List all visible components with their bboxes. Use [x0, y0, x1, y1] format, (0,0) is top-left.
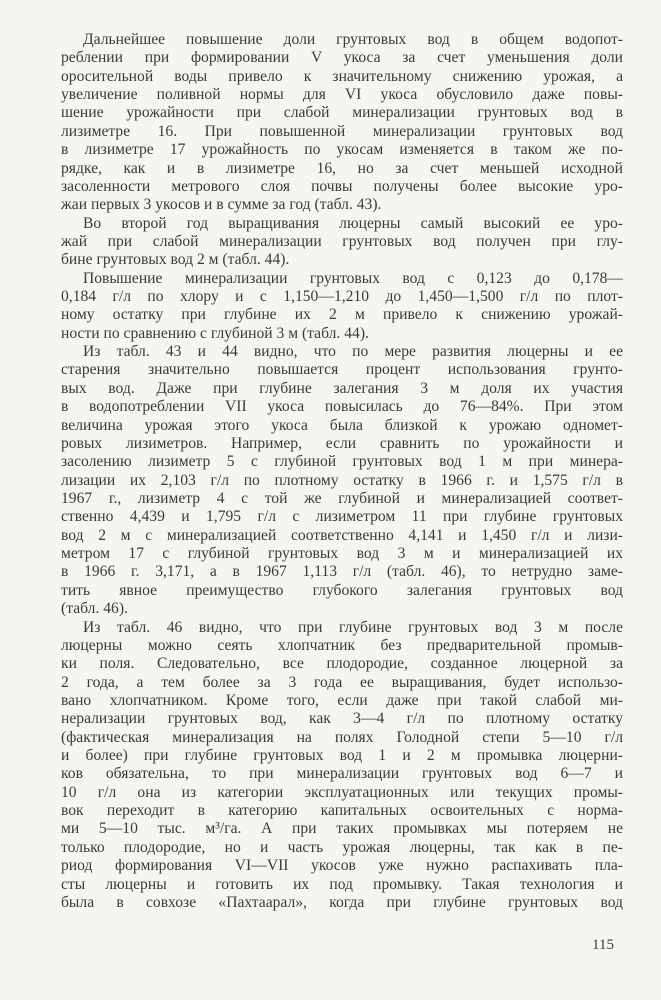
- text-line: жай при слабой минерализации грунтовых вод получен при глу-: [61, 232, 623, 250]
- text-line: нерализации грунтовых вод, как 3—4 г/л по плотному остатку: [61, 710, 623, 728]
- text-line: вых вод. Даже при глубине залегания 3 м доля их участия: [61, 379, 623, 397]
- text-line: увеличение поливной нормы для VI укоса обусловило даже повы-: [61, 86, 623, 104]
- text-line: 2 года, а тем более за 3 года ее выращивания, будет использо-: [61, 673, 623, 691]
- text-line: 1967 г., лизиметр 4 с той же глубиной и минерализацией соответ-: [61, 489, 623, 507]
- text-line: лизации их 2,103 г/л по плотному остатку в 1966 г. и 1,575 г/л в: [61, 471, 623, 489]
- text-line: в 1966 г. 3,171, а в 1967 1,113 г/л (табл. 46), то нетрудно заме-: [61, 563, 623, 581]
- text-line: бине грунтовых вод 2 м (табл. 44).: [61, 251, 290, 269]
- text-line: старения значительно повышается процент использования грунто-: [61, 361, 623, 379]
- text-line: 0,184 г/л по хлору и с 1,150—1,210 до 1,450—1,500 г/л по плот-: [61, 288, 623, 306]
- text-line: метром 17 с глубиной грунтовых вод 3 м и минерализацией их: [61, 545, 623, 563]
- page-number: 115: [592, 937, 614, 953]
- text-line: ровых лизиметров. Например, если сравнить по урожайности и: [61, 434, 623, 452]
- text-line: реблении при формировании V укоса за счет уменьшения доли: [61, 49, 623, 67]
- text-line: риод формирования VI—VII укосов уже нужно распахивать пла-: [61, 857, 623, 875]
- text-line: и более) при глубине грунтовых вод 1 и 2 м промывка люцерни-: [61, 747, 623, 765]
- text-line: ному остатку при глубине их 2 м привело к снижению урожай-: [61, 306, 623, 324]
- text-line: вод 2 м с минерализацией соответственно 4,141 и 1,450 г/л и лизи-: [61, 526, 623, 544]
- text-line: жаи первых 3 укосов и в сумме за год (табл. 43).: [61, 196, 382, 214]
- text-line: оросительной воды привело к значительному снижению урожая, а: [61, 67, 623, 85]
- text-line: была в совхозе «Пахтаарал», когда при глубине грунтовых вод: [61, 893, 623, 911]
- text-line: ственно 4,439 и 1,795 г/л с лизиметром 11 при глубине грунтовых: [61, 508, 623, 526]
- text-line: величина урожая этого укоса была близкой к урожаю одномет-: [61, 416, 623, 434]
- text-line: ности по сравнению с глубиной 3 м (табл. 44).: [61, 324, 369, 342]
- text-line: в водопотреблении VII укоса повысилась до 76—84%. При этом: [61, 398, 623, 416]
- text-line: в лизиметре 17 урожайность по укосам изменяется в таком же по-: [61, 141, 623, 159]
- text-line: Из табл. 43 и 44 видно, что по мере развития люцерны и ее: [83, 343, 623, 361]
- text-line: засолению лизиметр 5 с глубиной грунтовых вод 1 м при минера-: [61, 453, 623, 471]
- text-line: Повышение минерализации грунтовых вод с 0,123 до 0,178—: [83, 269, 623, 287]
- page-body-text: [61, 31, 623, 912]
- text-line: (табл. 46).: [61, 600, 128, 618]
- text-line: сты люцерны и готовить их под промывку. Такая технология и: [61, 875, 623, 893]
- text-line: Во второй год выращивания люцерны самый высокий ее уро-: [83, 214, 623, 232]
- text-line: тить явное преимущество глубокого залегания грунтовых вод: [61, 581, 623, 599]
- text-line: только плодородие, но и часть урожая люцерны, так как в пе-: [61, 838, 623, 856]
- text-line: ков обязательна, то при минерализации грунтовых вод 6—7 и: [61, 765, 623, 783]
- text-line: рядке, как и в лизиметре 16, но за счет меньшей исходной: [61, 159, 623, 177]
- text-line: шение урожайности при слабой минерализации грунтовых вод в: [61, 104, 623, 122]
- text-line: Из табл. 46 видно, что при глубине грунтовых вод 3 м после: [83, 618, 623, 636]
- text-line: (фактическая минерализация на полях Голодной степи 5—10 г/л: [61, 728, 623, 746]
- text-line: люцерны можно сеять хлопчатник без предварительной промыв-: [61, 636, 623, 654]
- text-line: вано хлопчатником. Кроме того, если даже при такой слабой ми-: [61, 691, 623, 709]
- text-line: засоленности метрового слоя почвы получены более высокие уро-: [61, 177, 623, 195]
- text-line: лизиметре 16. При повышенной минерализации грунтовых вод: [61, 122, 623, 140]
- text-line: ми 5—10 тыс. м³/га. А при таких промывках мы потеряем не: [61, 820, 623, 838]
- text-line: ки поля. Следовательно, все плодородие, созданное люцерной за: [61, 655, 623, 673]
- text-line: вок переходит в категорию капитальных освоительных с норма-: [61, 802, 623, 820]
- text-line: Дальнейшее повышение доли грунтовых вод в общем водопот-: [83, 31, 623, 48]
- text-line: 10 г/л она из категории эксплуатационных или текущих промы-: [61, 783, 623, 801]
